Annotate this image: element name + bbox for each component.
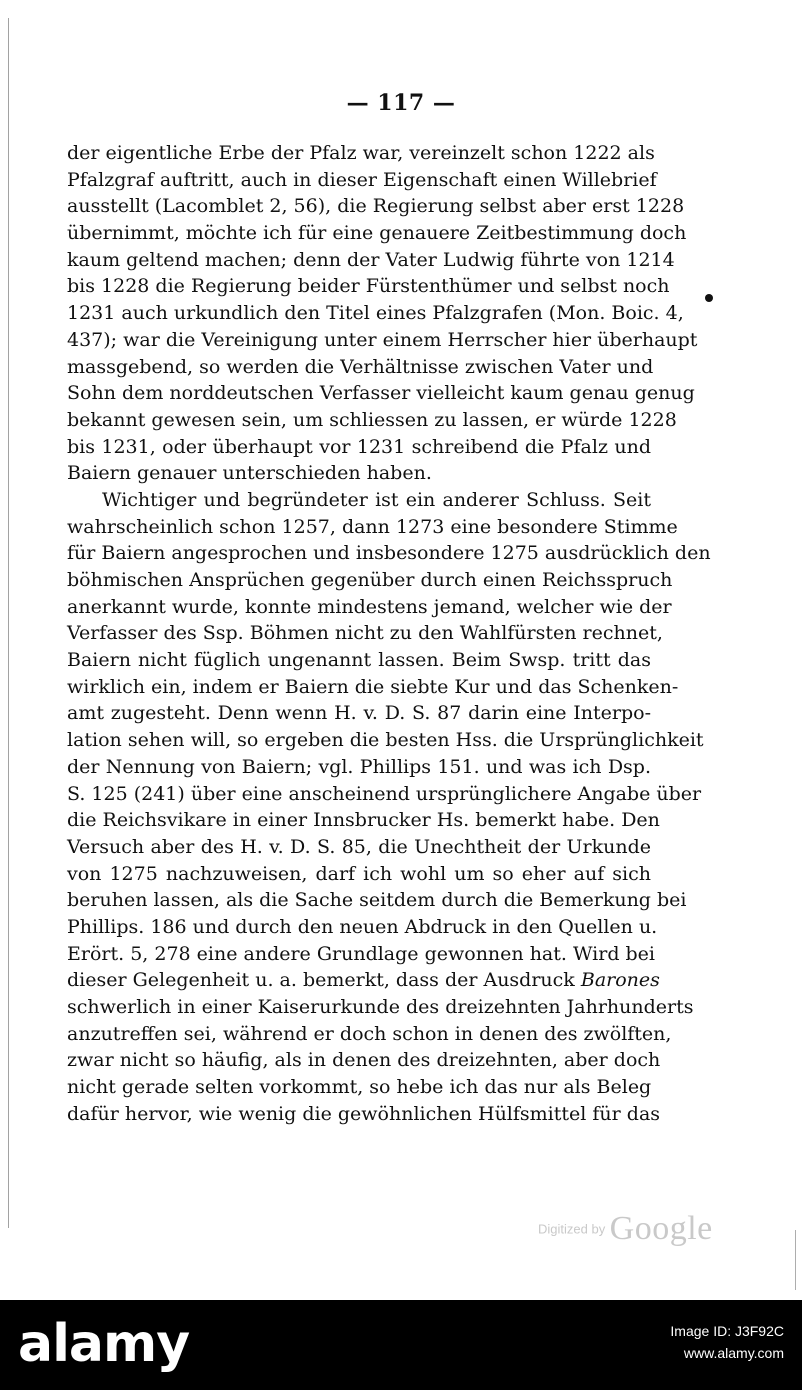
text-line-with-italic <box>67 967 660 994</box>
text-line: massgebend, so werden die Verhältnisse zwischen Vater und <box>67 355 654 378</box>
image-id-text: Image ID: J3F92C <box>670 1323 784 1339</box>
text-line: Wichtiger und begründeter ist ein anderer Schluss. Seit <box>102 488 651 511</box>
page-edge-line-right <box>795 1230 796 1290</box>
text-line: wahrscheinlich schon 1257, dann 1273 eine besondere Stimme <box>67 515 678 538</box>
text-line: bekannt gewesen sein, um schliessen zu lassen, er würde 1228 <box>67 408 677 431</box>
text-line: bis 1228 die Regierung beider Fürstenthümer und selbst noch <box>67 275 670 298</box>
text-line: anzutreffen sei, während er doch schon in denen des zwölften, <box>67 1022 672 1045</box>
text-line: der Nennung von Baiern; vgl. Phillips 151. und was ich Dsp. <box>67 755 651 778</box>
italic-term: Barones <box>580 969 660 992</box>
text-line: die Reichsvikare in einer Innsbrucker Hs. bemerkt habe. Den <box>67 809 660 832</box>
text-line: Sohn dem norddeutschen Verfasser vielleicht kaum genau genug <box>67 382 695 405</box>
text-line: der eigentliche Erbe der Pfalz war, vereinzelt schon 1222 als <box>67 142 655 164</box>
ink-speck <box>705 294 713 302</box>
text-line: beruhen lassen, als die Sache seitdem durch die Bemerkung bei <box>67 889 687 912</box>
text-line: böhmischen Ansprüchen gegenüber durch einen Reichsspruch <box>67 569 673 591</box>
text-line: S. 125 (241) über eine anscheinend ursprünglichere Angabe über <box>67 782 702 805</box>
text-line: nicht gerade selten vorkommt, so hebe ich das nur als Beleg <box>67 1076 652 1099</box>
text-line: amt zugesteht. Denn wenn H. v. D. S. 87 darin eine Interpo- <box>67 702 651 725</box>
text-line: 1231 auch urkundlich den Titel eines Pfalzgrafen (Mon. Boic. 4, <box>67 302 684 325</box>
page-edge-line <box>8 18 9 1228</box>
text-line: Verfasser des Ssp. Böhmen nicht zu den Wahlfürsten rechnet, <box>67 622 663 645</box>
text-line: Erört. 5, 278 eine andere Grundlage gewonnen hat. Wird bei <box>67 942 656 965</box>
digitized-by-watermark <box>538 1210 713 1248</box>
text-line: dafür hervor, wie wenig die gewöhnlichen Hülfsmittel für das <box>67 1102 661 1125</box>
banner-info <box>670 1320 784 1364</box>
alamy-logo: alamy <box>18 1314 190 1374</box>
text-line: Versuch aber des H. v. D. S. 85, die Unechtheit der Urkunde <box>67 835 651 858</box>
text-line: Baiern nicht füglich ungenannt lassen. Beim Swsp. tritt das <box>67 649 651 672</box>
text-line: Pfalzgraf auftritt, auch in dieser Eigenschaft einen Willebrief <box>67 168 657 191</box>
text-line: Phillips. 186 und durch den neuen Abdruck in den Quellen u. <box>67 915 658 938</box>
text-line: Baiern genauer unterschieden haben. <box>67 462 432 485</box>
text-line: ausstellt (Lacomblet 2, 56), die Regierung selbst aber erst 1228 <box>67 195 685 218</box>
digitized-label: Digitized by <box>538 1221 606 1237</box>
text-line: schwerlich in einer Kaiserurkunde des dreizehnten Jahrhunderts <box>67 996 694 1018</box>
text-line: kaum geltend machen; denn der Vater Ludwig führte von 1214 <box>67 248 675 271</box>
text-line: wirklich ein, indem er Baiern die siebte Kur und das Schenken- <box>67 675 679 698</box>
text-line: übernimmt, möchte ich für eine genauere Zeitbestimmung doch <box>67 222 687 245</box>
text-line: 437); war die Vereinigung unter einem Herrscher hier überhaupt <box>67 328 698 351</box>
text-line: zwar nicht so häufig, als in denen des dreizehnten, aber doch <box>67 1049 661 1072</box>
text-line: anerkannt wurde, konnte mindestens jemand, welcher wie der <box>67 595 672 618</box>
text-line: von 1275 nachzuweisen, darf ich wohl um so eher auf sich <box>67 862 651 885</box>
body-text <box>67 140 711 1127</box>
google-logo: Google <box>609 1210 713 1247</box>
text-line: lation sehen will, so ergeben die besten Hss. die Ursprünglichkeit <box>67 729 704 752</box>
stock-photo-banner <box>0 1300 802 1390</box>
text-line: dieser Gelegenheit u. a. bemerkt, dass der Ausdruck <box>67 969 575 992</box>
site-url-text: www.alamy.com <box>683 1345 784 1361</box>
text-line: bis 1231, oder überhaupt vor 1231 schreibend die Pfalz und <box>67 435 651 458</box>
page-number: — 117 — <box>346 90 456 116</box>
text-line: für Baiern angesprochen und insbesondere 1275 ausdrücklich den <box>67 542 711 565</box>
